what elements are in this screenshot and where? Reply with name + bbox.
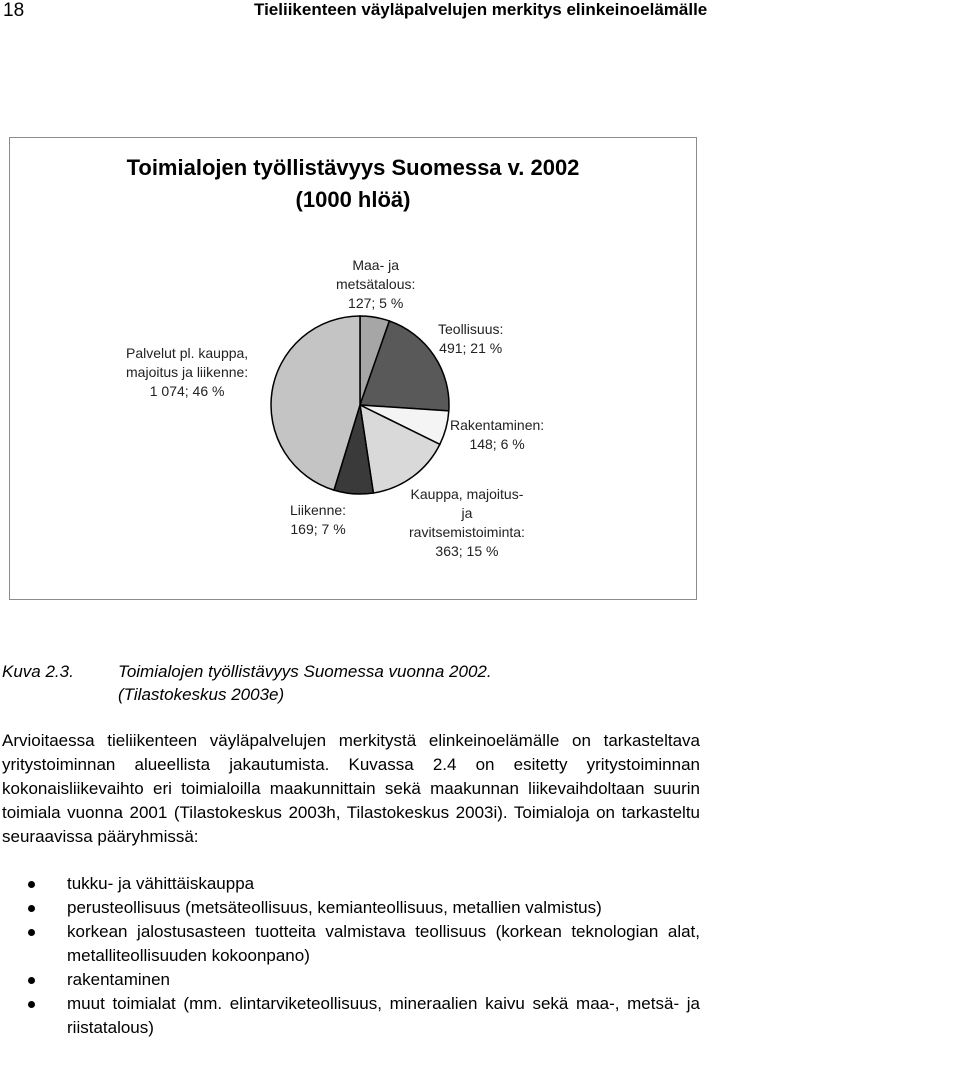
caption-line-2: (Tilastokeskus 2003e) bbox=[118, 685, 285, 704]
bullet-icon bbox=[28, 977, 35, 984]
slice-label-kauppa-majoitus: Kauppa, majoitus- ja ravitsemistoiminta: 363; 15 % bbox=[409, 486, 525, 559]
pie-chart bbox=[10, 138, 698, 601]
list-item: korkean jalostusasteen tuotteita valmistava teollisuus (korkean teknologian alat, metalliteollisuuden kokoonpano) bbox=[0, 920, 700, 968]
page-number: 18 bbox=[3, 0, 25, 21]
chart-title-line-2: (1000 hlöä) bbox=[295, 187, 411, 212]
caption-label: Kuva 2.3. bbox=[2, 662, 74, 681]
caption-text bbox=[118, 660, 618, 706]
running-title: Tieliikenteen väyläpalvelujen merkitys elinkeinoelämälle bbox=[254, 0, 708, 19]
list-item: muut toimialat (mm. elintarviketeollisuus, mineraalien kaivu sekä maa-, metsä- ja riistatalous) bbox=[0, 992, 700, 1040]
page-header bbox=[0, 0, 960, 26]
pie-chart-frame bbox=[9, 137, 697, 600]
caption-line-1: Toimialojen työllistävyys Suomessa vuonna 2002. bbox=[118, 662, 492, 681]
slice-label-teollisuus: Teollisuus: 491; 21 % bbox=[438, 321, 504, 356]
slice-label-maa-ja-metsatalous: Maa- ja metsätalous: 127; 5 % bbox=[336, 257, 416, 311]
bullet-icon bbox=[28, 929, 35, 936]
slice-label-liikenne: Liikenne: 169; 7 % bbox=[290, 502, 347, 537]
chart-title-line-1: Toimialojen työllistävyys Suomessa v. 2002 bbox=[126, 155, 580, 180]
bullet-icon bbox=[28, 1001, 35, 1008]
bullet-icon bbox=[28, 905, 35, 912]
list-item: rakentaminen bbox=[0, 968, 700, 992]
list-item: perusteollisuus (metsäteollisuus, kemianteollisuus, metallien valmistus) bbox=[0, 896, 700, 920]
bullet-list bbox=[0, 872, 700, 1040]
slice-label-palvelut: Palvelut pl. kauppa, majoitus ja liikenne: 1 074; 46 % bbox=[126, 345, 249, 399]
slice-label-rakentaminen: Rakentaminen: 148; 6 % bbox=[450, 417, 545, 452]
bullet-icon bbox=[28, 881, 35, 888]
body-paragraph: Arvioitaessa tieliikenteen väyläpalvelujen merkitystä elinkeinoelämälle on tarkasteltava yritystoiminnan alueellista jakautumista. Kuvassa 2.4 on esitetty yritystoiminnan kokonaisliikevaihto eri toimialoilla maakunnittain sekä maakunnan liikevaihdoltaan suurin toimiala vuonna 2001 (Tilastokeskus 2003h, Tilastokeskus 2003i). Toimialoja on tarkasteltu seuraavissa pääryhmissä: bbox=[2, 731, 700, 846]
list-item: tukku- ja vähittäiskauppa bbox=[0, 872, 700, 896]
